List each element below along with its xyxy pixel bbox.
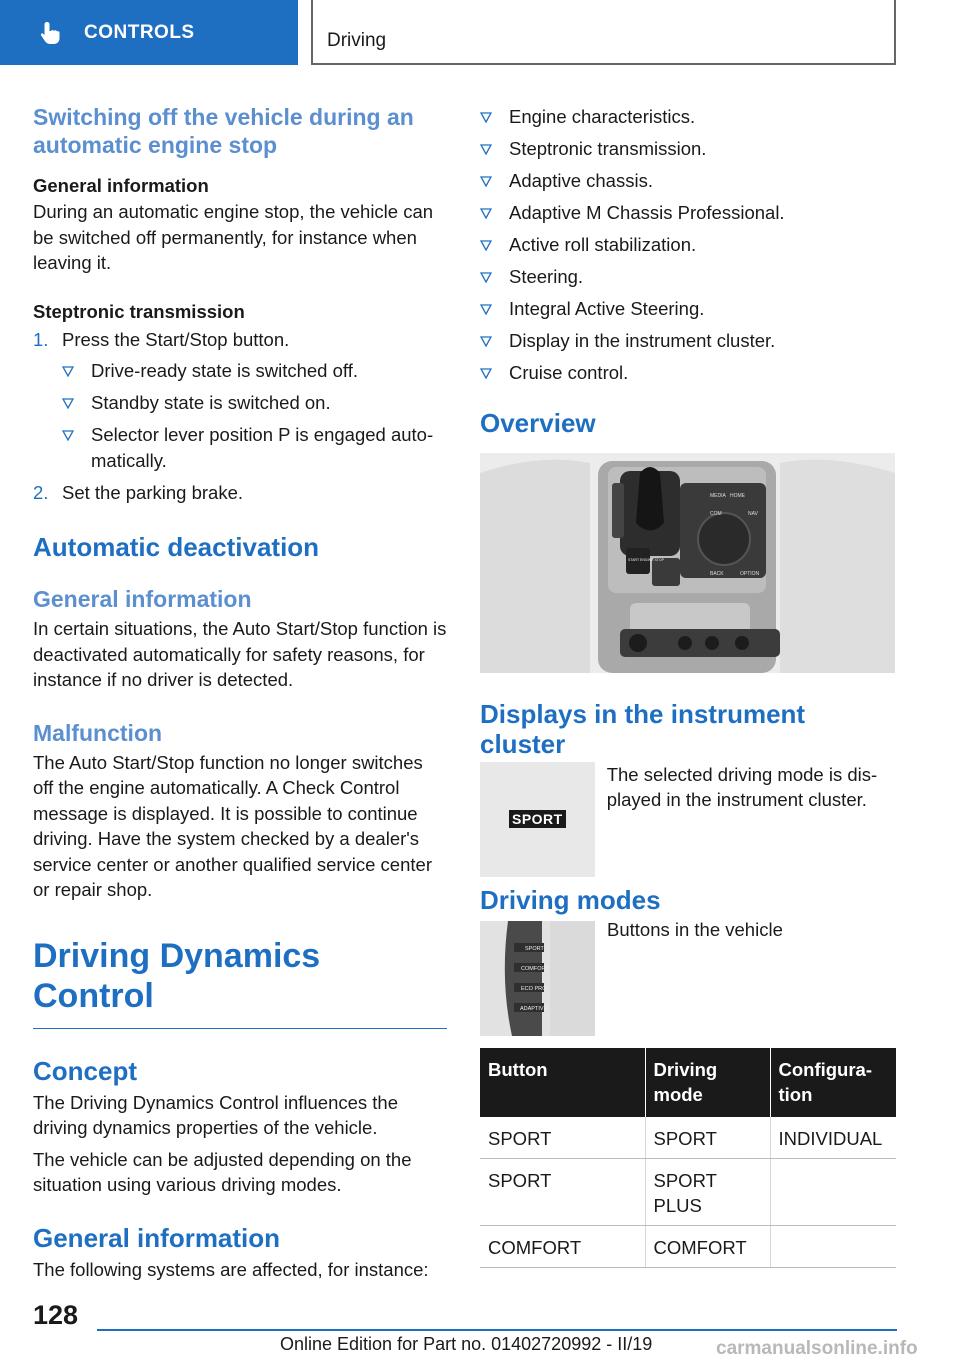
driving-modes-table	[480, 1048, 896, 1268]
triangle-bullet-icon	[480, 144, 492, 155]
media-label: MEDIA	[710, 492, 726, 499]
comfort-button-label: COMFORT	[521, 965, 549, 972]
list-item-text: Integral Active Steering.	[509, 298, 705, 319]
triangle-bullet-icon	[480, 272, 492, 283]
list-item	[480, 296, 896, 322]
list-item-text: Engine characteristics.	[509, 106, 696, 127]
table-cell: COMFORT	[480, 1225, 645, 1267]
list-item	[480, 328, 896, 354]
triangle-bullet-icon	[62, 398, 74, 409]
step-item	[33, 480, 447, 506]
mode-buttons-illustration	[480, 921, 595, 1036]
heading-concept: Concept	[33, 1055, 137, 1086]
nav-label: NAV	[748, 510, 758, 517]
list-item-text: Drive-ready state is switched off.	[91, 360, 358, 381]
instrument-cluster-image	[480, 762, 595, 877]
triangle-bullet-icon	[480, 240, 492, 251]
center-console-photo	[480, 453, 895, 673]
list-item	[480, 360, 896, 386]
triangle-bullet-icon	[480, 368, 492, 379]
general-information-3-text: The following systems are affected, for instance:	[33, 1258, 429, 1280]
list-item-text: Steering.	[509, 266, 584, 287]
heading-driving-modes: Driving modes	[480, 884, 661, 915]
step-text: Set the parking brake.	[62, 481, 243, 503]
list-item	[62, 422, 447, 473]
triangle-bullet-icon	[62, 366, 74, 377]
list-item	[480, 168, 896, 194]
table-cell: COMFORT	[645, 1225, 770, 1267]
displays-text: The selected driving mode is dis‐played in the instrument cluster.	[606, 763, 878, 810]
list-item	[480, 264, 896, 290]
list-item	[480, 136, 896, 162]
sport-display-badge: SPORT	[509, 810, 566, 828]
list-item	[480, 232, 896, 258]
page-number: 128	[33, 1300, 79, 1330]
triangle-bullet-icon	[480, 176, 492, 187]
list-item-text: Selector lever position P is engaged auto‐matically.	[91, 424, 434, 471]
sub-list	[62, 358, 447, 473]
list-item	[62, 358, 447, 384]
heading-overview: Overview	[480, 407, 596, 438]
table-cell: SPORT	[480, 1117, 645, 1159]
table-cell: INDIVIDUAL	[770, 1117, 896, 1159]
list-item	[62, 390, 447, 416]
malfunction-text: The Auto Start/Stop function no longer switches off the engine automatically. A Check Control message is displayed. It is possible to continue driving. Have the system checked by a dealer's service center or another qualified service center or repair shop.	[33, 751, 432, 900]
driving-modes-text: Buttons in the vehicle	[607, 918, 783, 940]
table-row	[480, 1117, 896, 1159]
list-item-text: Display in the instrument cluster.	[509, 330, 776, 351]
heading-driving-dynamics-control: Driving Dynamics Control	[33, 936, 447, 1029]
affected-systems-list	[480, 104, 896, 386]
heading-general-information: General information	[33, 175, 209, 196]
heading-general-information-2: General information	[33, 586, 252, 612]
list-item-text: Standby state is switched on.	[91, 392, 331, 413]
right-column	[480, 100, 896, 1268]
heading-automatic-deactivation: Automatic deactivation	[33, 532, 320, 562]
table-cell	[770, 1158, 896, 1225]
triangle-bullet-icon	[480, 112, 492, 123]
steps-list	[33, 327, 447, 506]
table-cell	[770, 1225, 896, 1267]
step-text: Press the Start/Stop button.	[62, 328, 290, 350]
start-button-label: START ENGINE STOP	[628, 557, 664, 562]
watermark: carmanualsonline.info	[716, 1338, 918, 1359]
center-console-illustration	[480, 453, 895, 673]
com-label: COM	[710, 510, 722, 517]
heading-displays: Displays in the instrument cluster	[480, 698, 806, 759]
step-number: 2.	[33, 481, 49, 503]
edition-text: Online Edition for Part no. 01402720992 - II/19	[280, 1334, 653, 1354]
heading-malfunction: Malfunction	[33, 719, 163, 746]
table-header-row	[480, 1048, 896, 1117]
heading-steptronic: Steptronic transmission	[33, 300, 245, 322]
column-header-configuration: Configura‐tion	[770, 1048, 896, 1117]
general-information-text: During an automatic engine stop, the vehicle can be switched off permanently, for instance when leaving it.	[33, 201, 434, 273]
triangle-bullet-icon	[480, 336, 492, 347]
adaptive-button-label: ADAPTIVE	[520, 1005, 548, 1012]
driving-modes-block	[480, 918, 896, 1036]
list-item-text: Active roll stabilization.	[509, 234, 697, 255]
triangle-bullet-icon	[62, 430, 74, 441]
chapter-tab	[0, 0, 298, 65]
step-number: 1.	[33, 328, 49, 350]
list-item	[480, 104, 896, 130]
section-label: Driving	[327, 30, 387, 51]
table-cell: SPORT PLUS	[645, 1158, 770, 1225]
column-header-driving-mode: Driving mode	[645, 1048, 770, 1117]
list-item-text: Steptronic transmission.	[509, 138, 707, 159]
table-row	[480, 1225, 896, 1267]
column-header-button: Button	[480, 1048, 645, 1117]
concept-text-2: The vehicle can be adjusted depending on the situation using various driving modes.	[33, 1148, 412, 1195]
mode-buttons-photo	[480, 921, 595, 1036]
displays-block	[480, 762, 896, 877]
list-item-text: Cruise control.	[509, 362, 629, 383]
triangle-bullet-icon	[480, 304, 492, 315]
hand-pointer-icon	[38, 20, 64, 46]
left-column	[33, 100, 447, 1282]
step-item	[33, 327, 447, 474]
home-label: HOME	[730, 492, 745, 499]
chapter-label: CONTROLS	[84, 21, 195, 43]
list-item-text: Adaptive M Chassis Professional.	[509, 202, 785, 223]
list-item	[480, 200, 896, 226]
concept-text-1: The Driving Dynamics Control influences the driving dynamics properties of the vehicle.	[33, 1091, 399, 1138]
table-cell: SPORT	[645, 1117, 770, 1159]
heading-switch-off: Switching off the vehicle during an automatic engine stop	[33, 104, 414, 158]
sport-button-label: SPORT	[525, 945, 544, 952]
back-label: BACK	[710, 570, 724, 577]
section-header	[311, 0, 896, 65]
list-item-text: Adaptive chassis.	[509, 170, 653, 191]
table-row	[480, 1158, 896, 1225]
general-information-2-text: In certain situations, the Auto Start/Stop function is deactivated automatically for safety reasons, for instance if no driver is detected.	[33, 618, 447, 690]
footer-divider	[97, 1329, 897, 1331]
eco-pro-button-label: ECO PRO	[521, 985, 547, 992]
triangle-bullet-icon	[480, 208, 492, 219]
heading-general-information-3: General information	[33, 1222, 281, 1253]
option-label: OPTION	[740, 570, 760, 577]
table-cell: SPORT	[480, 1158, 645, 1225]
